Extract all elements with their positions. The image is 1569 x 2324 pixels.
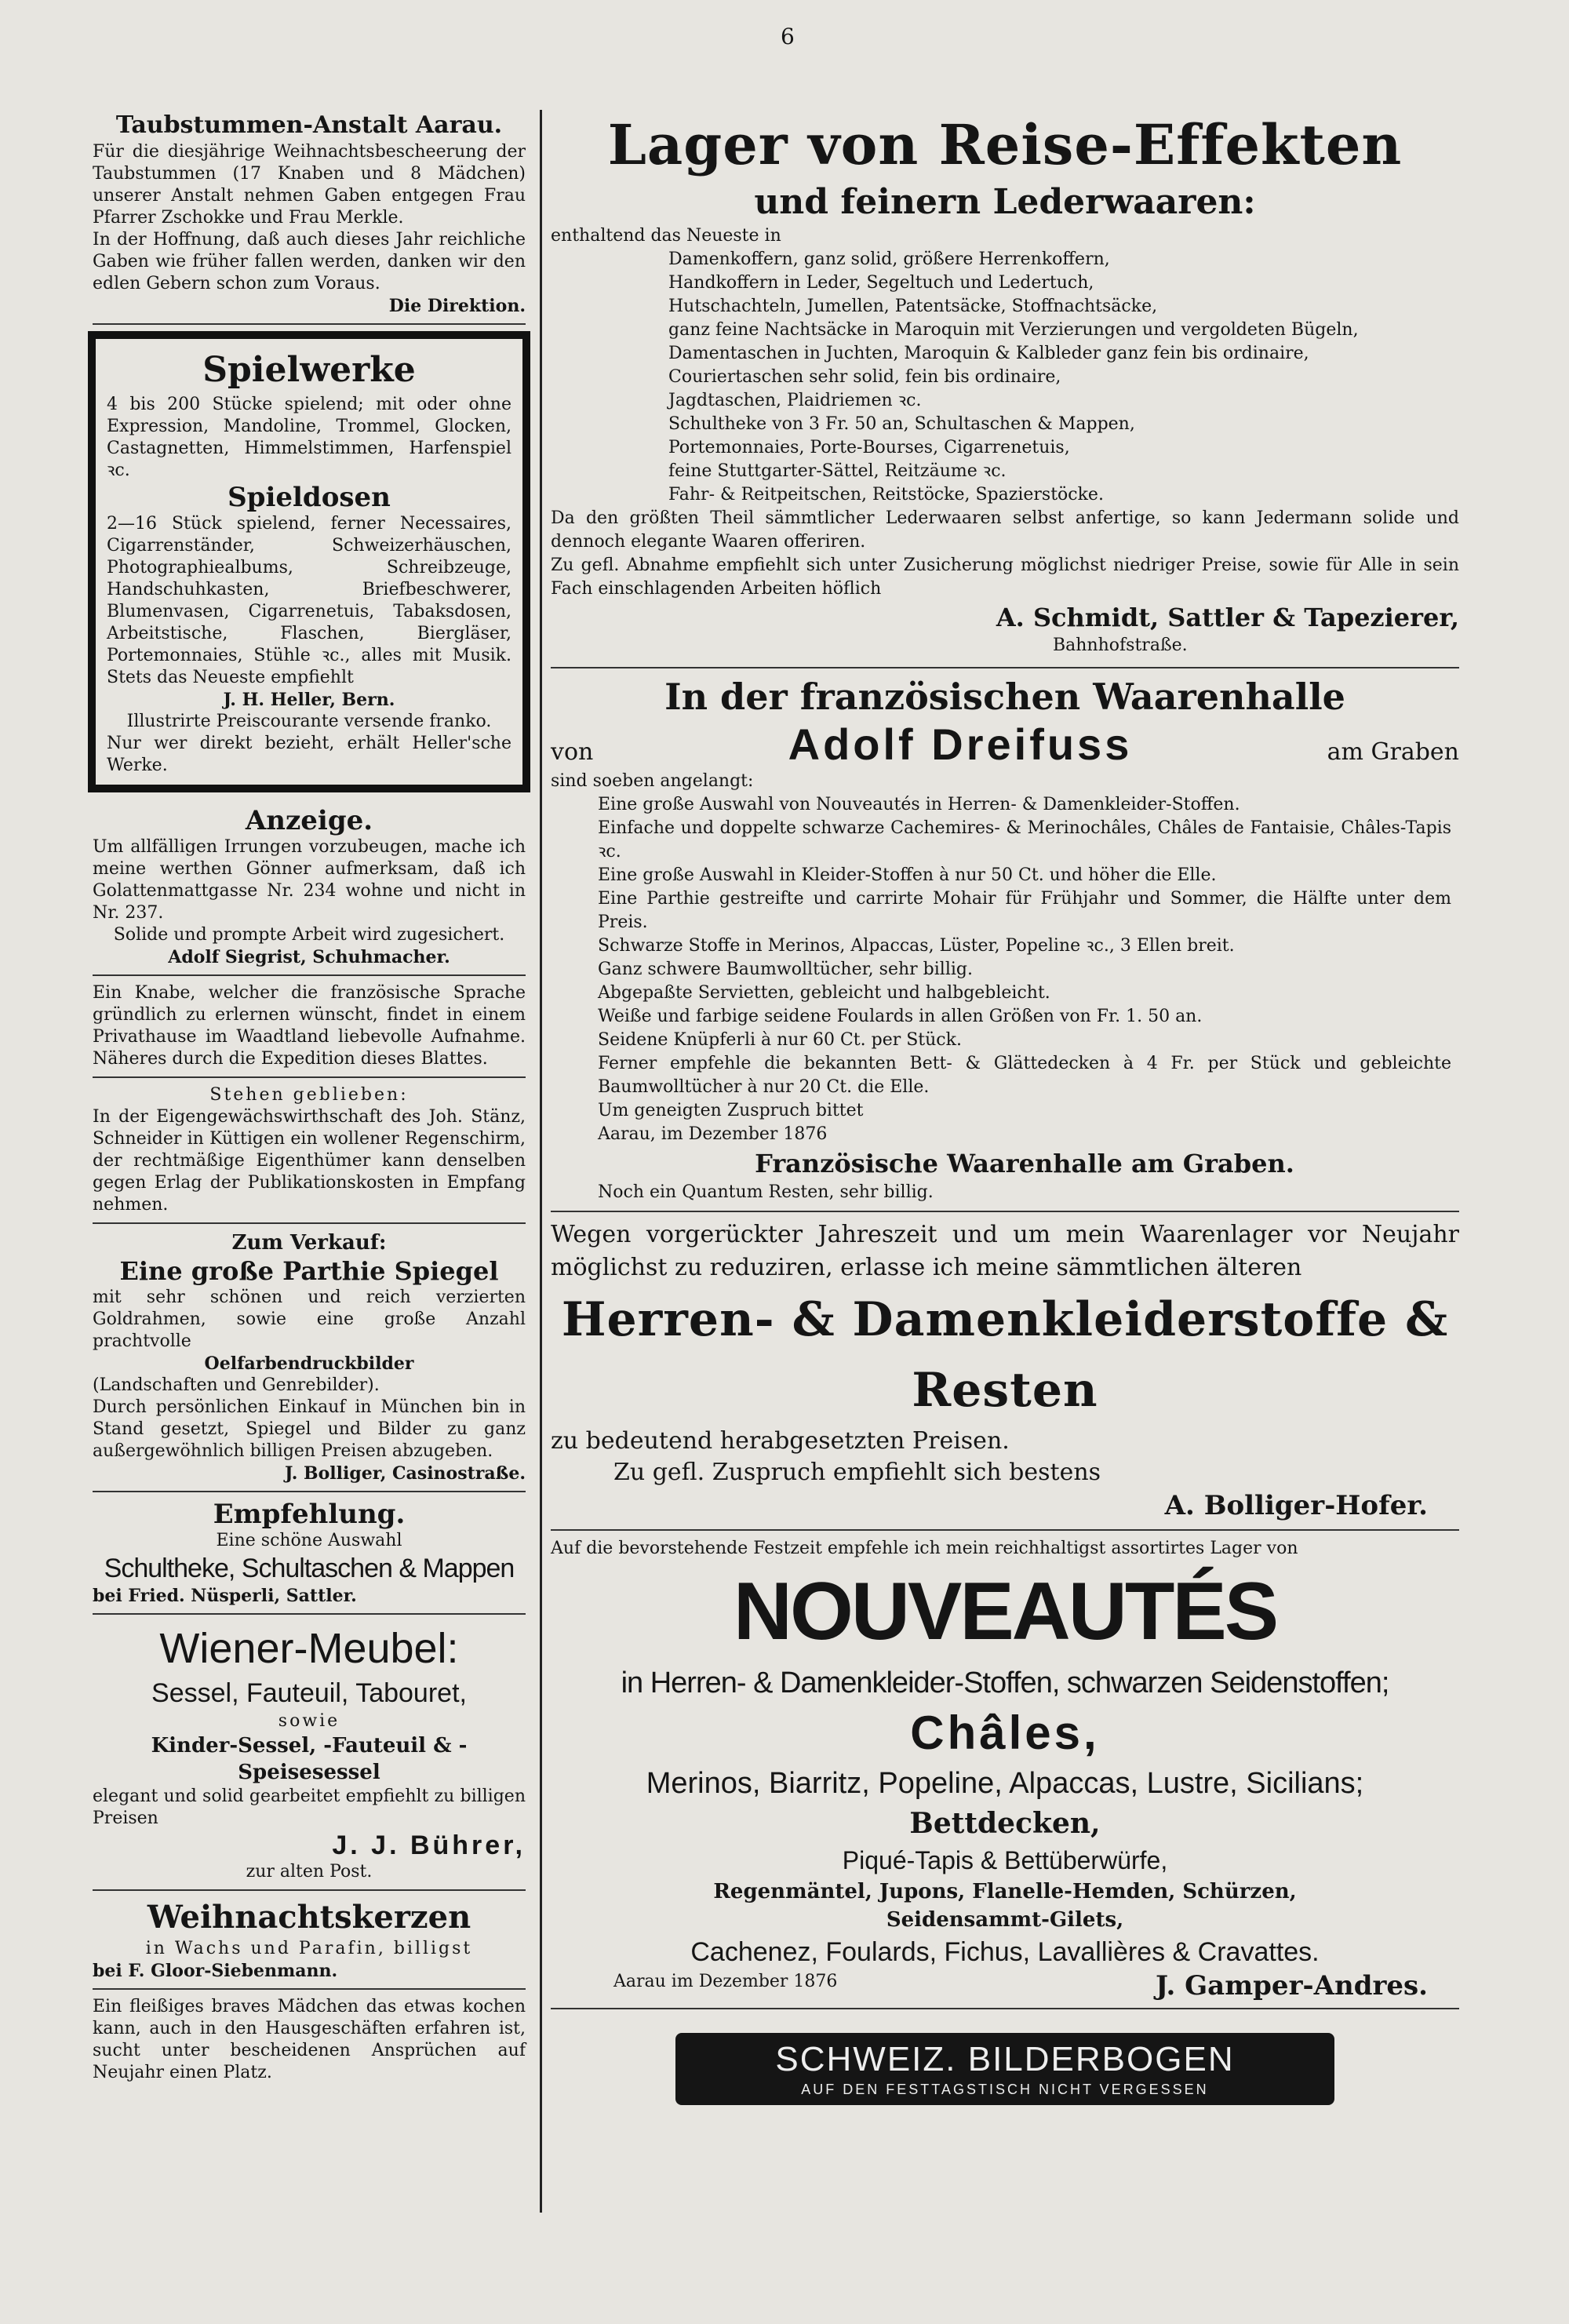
ad-title: Lager von Reise-Effekten — [607, 112, 1403, 177]
ad-title: Anzeige. — [245, 805, 373, 836]
ad-text: Aarau, im Dezember 1876 — [598, 1124, 828, 1144]
ad-line: Weiße und farbige seidene Foulards in allen Größen von Fr. 1. 50 an. — [598, 1007, 1203, 1026]
ad-line: Einfache und doppelte schwarze Cachemires- & Merinochâles, Châles de Fantaisie, Châles-Tapis ꝛc. — [598, 818, 1451, 861]
ad-weihnachtskerzen — [93, 1897, 526, 1990]
ad-text: 4 bis 200 Stücke spielend; mit oder ohne Expression, Mandoline, Trommel, Glocken, Castagnetten, Himmelstimmen, Harfenspiel ꝛc. — [107, 395, 511, 480]
ad-line: Handkoffern in Leder, Segeltuch und Ledertuch, — [668, 273, 1094, 293]
ad-title: Zum Verkauf: — [231, 1231, 387, 1255]
ad-signature: A. Schmidt, Sattler & Tapezierer, — [996, 603, 1459, 632]
right-column — [551, 110, 1459, 2105]
ad-maedchen — [93, 1996, 526, 2090]
ad-text: Aarau im Dezember 1876 — [613, 1972, 838, 1991]
bilderbogen-banner — [675, 2033, 1334, 2105]
banner-subtitle: AUF DEN FESTTAGSTISCH NICHT VERGESSEN — [801, 2082, 1209, 2097]
ad-knabe — [93, 982, 526, 1078]
ad-headline: Herren- & Damenkleiderstoffe & Resten — [561, 1292, 1449, 1418]
ad-text: Bahnhofstraße. — [1053, 636, 1188, 655]
ad-signature: J. Bolliger, Casinostraße. — [285, 1463, 526, 1484]
ad-text: Auf die bevorstehende Festzeit empfehle ich mein reichhaltigst assortirtes Lager von — [551, 1539, 1298, 1558]
ad-line: Eine große Auswahl in Kleider-Stoffen à nur 50 Ct. und höher die Elle. — [598, 865, 1217, 885]
ad-text: (Landschaften und Genrebilder). — [93, 1375, 380, 1395]
ad-subtitle: Eine große Parthie Spiegel — [119, 1256, 499, 1286]
ad-subtitle: Kinder-Sessel, -Fauteuil & -Speisesessel — [151, 1734, 468, 1784]
banner-title: SCHWEIZ. BILDERBOGEN — [775, 2040, 1235, 2078]
ad-text: Um geneigten Zuspruch bittet — [598, 1101, 864, 1120]
ad-text: zur alten Post. — [246, 1862, 373, 1881]
ad-text: Sessel, Fauteuil, Tabouret, — [151, 1678, 467, 1708]
ad-text: Seidensammt-Gilets, — [886, 1908, 1124, 1932]
ad-text: Da den größten Theil sämmtlicher Lederwaaren selbst anfertige, so kann Jedermann solide und dennoch elegante Waaren offeriren. — [551, 508, 1459, 552]
ad-text: mit sehr schönen und reich verzierten Goldrahmen, sowie eine große Anzahl prachtvolle — [93, 1288, 526, 1351]
ad-line: Abgepaßte Servietten, gebleicht und halbgebleicht. — [598, 983, 1050, 1003]
ad-text: Merinos, Biarritz, Popeline, Alpaccas, Lustre, Sicilians; — [646, 1767, 1364, 1800]
ad-text: elegant und solid gearbeitet empfiehlt zu billigen Preisen — [93, 1787, 526, 1828]
ad-empfehlung — [93, 1499, 526, 1615]
ad-verkauf — [93, 1230, 526, 1492]
ad-text: Noch ein Quantum Resten, sehr billig. — [598, 1182, 934, 1202]
ad-text: am Graben — [1327, 738, 1459, 766]
ad-line: Ganz schwere Baumwolltücher, sehr billig. — [598, 960, 973, 979]
ad-subtitle: Spieldosen — [228, 482, 391, 513]
ad-title: In der französischen Waarenhalle — [664, 676, 1345, 718]
ad-line: Portemonnaies, Porte-Bourses, Cigarrenetuis, — [668, 438, 1070, 457]
ad-text: Solide und prompte Arbeit wird zugesichert. — [113, 925, 505, 945]
ad-line: Ferner empfehle die bekannten Bett- & Glättedecken à 4 Fr. per Stück und gebleichte Baumwolltücher à nur 20 Ct. die Elle. — [598, 1054, 1451, 1097]
ad-headline: Schultheke, Schultaschen & Mappen — [104, 1554, 515, 1583]
ad-taubstummen — [93, 110, 526, 325]
ad-line: Couriertaschen sehr solid, fein bis ordinaire, — [668, 367, 1061, 387]
ad-text: Cachenez, Foulards, Fichus, Lavallières & Cravattes. — [690, 1937, 1320, 1967]
ad-text: von — [551, 738, 594, 766]
ad-signature: J. Gamper-Andres. — [1156, 1970, 1428, 2002]
ad-spielwerke — [88, 331, 530, 792]
ad-line: Jagdtaschen, Plaidriemen ꝛc. — [668, 391, 922, 410]
ad-line: Eine große Auswahl von Nouveautés in Herren- & Damenkleider-Stoffen. — [598, 795, 1240, 814]
ad-stehen-geblieben — [93, 1084, 526, 1224]
ad-text: Zu gefl. Abnahme empfiehlt sich unter Zusicherung möglichst niedriger Preise, sowie für Alle in sein Fach einschlagenden Arbeiten höflich — [551, 556, 1459, 599]
ad-text: Wegen vorgerückter Jahreszeit und um mein Waarenlager vor Neujahr möglichst zu reduziren, erlasse ich meine sämmtlichen älteren — [551, 1221, 1459, 1281]
ad-text: Eine schöne Auswahl — [216, 1531, 402, 1550]
ad-gamper — [551, 1537, 1459, 2009]
ad-line: Hutschachteln, Jumellen, Patentsäcke, Stoffnachtsäcke, — [668, 297, 1158, 316]
ad-text: In der Eigengewächswirthschaft des Joh. Stänz, Schneider in Küttigen ein wollener Regenschirm, der rechtmäßige Eigenthümer kann denselben gegen Erlag der Publikationskosten in Empfang nehmen. — [93, 1107, 526, 1215]
ad-signature: Adolf Siegrist, Schuhmacher. — [168, 947, 450, 967]
ad-signature: Die Direktion. — [388, 296, 526, 316]
ad-text: Regenmäntel, Jupons, Flanelle-Hemden, Schürzen, — [713, 1880, 1297, 1903]
ad-line: ganz feine Nachtsäcke in Maroquin mit Verzierungen und vergoldeten Bügeln, — [668, 320, 1359, 340]
ad-text: enthaltend das Neueste in — [551, 226, 781, 246]
ad-title: Stehen geblieben: — [209, 1085, 409, 1105]
ad-bolliger — [551, 1218, 1459, 1531]
ad-line: Damenkoffern, ganz solid, größere Herrenkoffern, — [668, 250, 1110, 269]
ad-title: Wiener-Meubel: — [159, 1625, 459, 1672]
ad-text: in Wachs und Parafin, billigst — [145, 1939, 473, 1958]
left-column — [93, 110, 526, 2096]
ad-text: sind soeben angelangt: — [551, 771, 754, 791]
ad-wiener-meubel — [93, 1621, 526, 1891]
ad-headline: Adolf Dreifuss — [788, 719, 1133, 769]
ad-schmidt — [551, 110, 1459, 668]
ad-line: Seidene Knüpferli à nur 60 Ct. per Stück. — [598, 1030, 962, 1050]
ad-text: Ein Knabe, welcher die französische Sprache gründlich zu erlernen wünscht, findet in einem Privathause im Waadtland liebevolle Aufnahme. Näheres durch die Expedition dieses Blattes. — [93, 983, 526, 1069]
ad-signature: bei F. Gloor-Siebenmann. — [93, 1961, 338, 1981]
ad-title: Taubstummen-Anstalt Aarau. — [115, 111, 503, 139]
ad-text: Ein fleißiges braves Mädchen das etwas kochen kann, auch in den Hausgeschäften erfahren ist, sucht unter bescheidenen Ansprüchen auf Neujahr einen Platz. — [93, 1997, 526, 2082]
ad-text: Durch persönlichen Einkauf in München bin in Stand gesetzt, Spiegel und Bilder zu ganz außergewöhnlich billigen Preisen abzugeben. — [93, 1397, 526, 1461]
ad-line: Schwarze Stoffe in Merinos, Alpaccas, Lüster, Popeline ꝛc., 3 Ellen breit. — [598, 936, 1235, 956]
ad-subtitle: Châles, — [910, 1707, 1100, 1759]
ad-signature: J. H. Heller, Bern. — [223, 690, 395, 710]
ad-text: zu bedeutend herabgesetzten Preisen. — [551, 1427, 1010, 1455]
ad-title: Spielwerke — [202, 350, 416, 390]
ad-line: Damentaschen in Juchten, Maroquin & Kalbleder ganz fein bis ordinaire, — [668, 344, 1309, 363]
ad-title: Weihnachtskerzen — [147, 1899, 471, 1936]
ad-line: Fahr- & Reitpeitschen, Reitstöcke, Spazierstöcke. — [668, 485, 1104, 505]
ad-signature: bei Fried. Nüsperli, Sattler. — [93, 1586, 357, 1606]
ad-text: Piqué-Tapis & Bettüberwürfe, — [842, 1846, 1168, 1874]
column-divider — [540, 110, 542, 2213]
ad-text: in Herren- & Damenkleider-Stoffen, schwarzen Seidenstoffen; — [621, 1667, 1389, 1699]
ad-title: Empfehlung. — [213, 1499, 406, 1530]
ad-line: Schultheke von 3 Fr. 50 an, Schultaschen & Mappen, — [668, 414, 1135, 434]
ad-headline: NOUVEAUTÉS — [733, 1566, 1277, 1657]
ad-subtitle: Oelfarbendruckbilder — [204, 1353, 414, 1374]
ad-text: Zu gefl. Zuspruch empfiehlt sich bestens — [613, 1459, 1101, 1486]
ad-text: Illustrirte Preiscourante versende franko. — [126, 712, 492, 731]
ad-signature: A. Bolliger-Hofer. — [1164, 1490, 1428, 1521]
ad-text: Nur wer direkt bezieht, erhält Heller'sche Werke. — [107, 734, 511, 775]
ad-text: Für die diesjährige Weihnachtsbescheerung der Taubstummen (17 Knaben und 8 Mädchen) unserer Anstalt nehmen Gaben entgegen Frau Pfarrer Zschokke und Frau Merkle. — [93, 142, 526, 228]
page-number: 6 — [781, 24, 795, 49]
ad-text: 2—16 Stück spielend, ferner Necessaires, Cigarrenständer, Schweizerhäuschen, Photographiealbums, Schreibzeuge, Handschuhkasten, Briefbeschwerer, Blumenvasen, Cigarrenetuis, Tabaksdosen, Arbeitstische, Flaschen, Biergläser, Portemonnaies, Stühle ꝛc., alles mit Musik. Stets das Neueste empfiehlt — [107, 514, 511, 687]
ad-text: Um allfälligen Irrungen vorzubeugen, mache ich meine werthen Gönner aufmerksam, daß ich Golattenmattgasse Nr. 234 wohne und nicht in Nr. 237. — [93, 837, 526, 923]
ad-subtitle: und feinern Lederwaaren: — [754, 182, 1256, 222]
ad-signature: Französische Waarenhalle am Graben. — [755, 1149, 1294, 1178]
ad-line: feine Stuttgarter-Sättel, Reitzäume ꝛc. — [668, 461, 1007, 481]
ad-text: sowie — [278, 1711, 340, 1731]
ad-dreifuss — [551, 675, 1459, 1212]
ad-line: Eine Parthie gestreifte und carrirte Mohair für Frühjahr und Sommer, die Hälfte unter dem Preis. — [598, 889, 1451, 932]
ad-signature: J. J. Bührer, — [332, 1830, 526, 1860]
ad-anzeige — [93, 805, 526, 976]
ad-text: In der Hoffnung, daß auch dieses Jahr reichliche Gaben wie früher fallen werden, danken wir den edlen Gebern schon zum Voraus. — [93, 230, 526, 293]
ad-subtitle: Bettdecken, — [909, 1807, 1101, 1840]
